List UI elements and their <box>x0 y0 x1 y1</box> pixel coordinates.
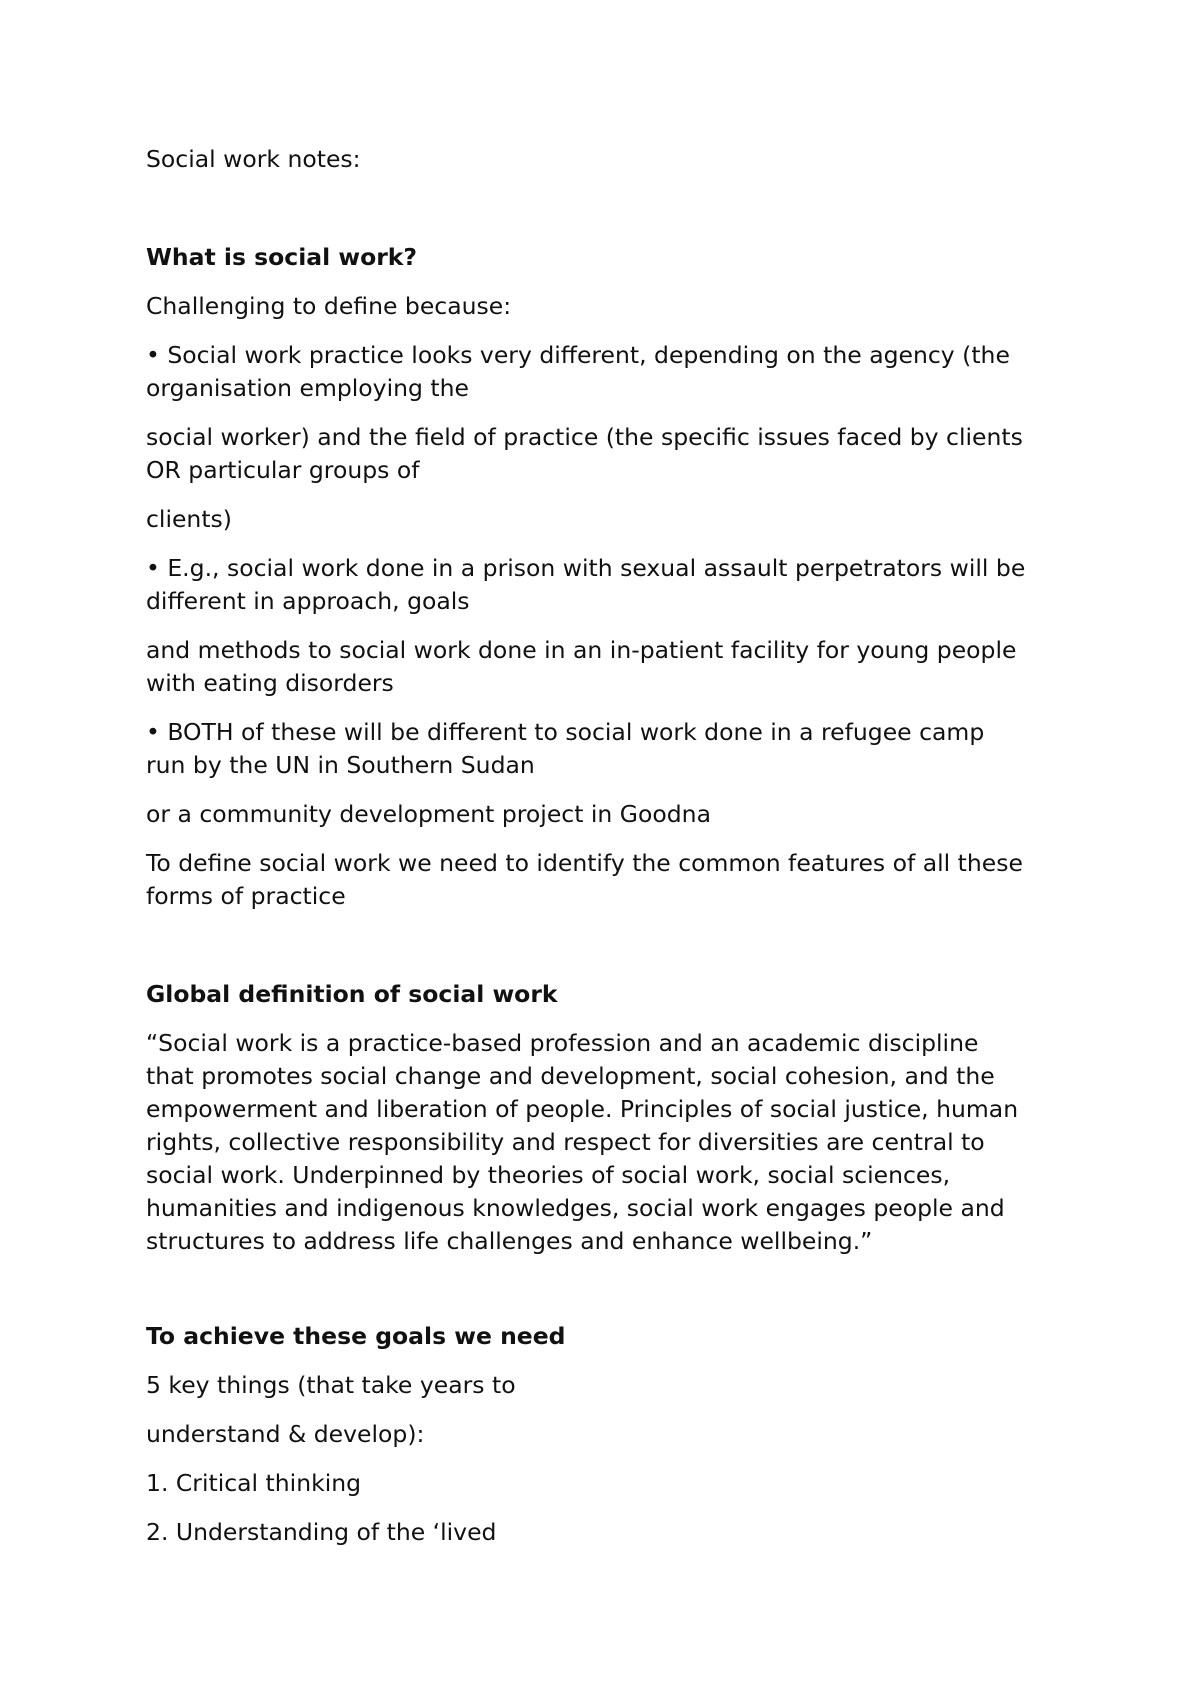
paragraph-line: understand & develop): <box>146 1420 425 1448</box>
paragraph-line: social worker) and the field of practice (the specific issues faced by clients <box>146 423 1023 451</box>
list-item: 2. Understanding of the ‘lived <box>146 1518 497 1546</box>
paragraph-line: different in approach, goals <box>146 587 470 615</box>
paragraph-line: clients) <box>146 505 232 533</box>
paragraph-line: organisation employing the <box>146 374 469 402</box>
list-item: 1. Critical thinking <box>146 1469 362 1497</box>
paragraph-line: forms of practice <box>146 882 346 910</box>
quote-line: empowerment and liberation of people. Principles of social justice, human <box>146 1095 1019 1123</box>
bullet-line: • E.g., social work done in a prison with sexual assault perpetrators will be <box>146 554 1026 582</box>
paragraph-line: or a community development project in Goodna <box>146 800 711 828</box>
paragraph-line: with eating disorders <box>146 669 394 697</box>
paragraph-line: OR particular groups of <box>146 456 420 484</box>
paragraph-line: Challenging to define because: <box>146 292 512 320</box>
bullet-line: • BOTH of these will be different to social work done in a refugee camp <box>146 718 985 746</box>
quote-line: rights, collective responsibility and respect for diversities are central to <box>146 1128 985 1156</box>
paragraph-line: 5 key things (that take years to <box>146 1371 516 1399</box>
quote-line: that promotes social change and development, social cohesion, and the <box>146 1062 995 1090</box>
bullet-line: • Social work practice looks very different, depending on the agency (the <box>146 341 1010 369</box>
paragraph-line: and methods to social work done in an in-patient facility for young people <box>146 636 1017 664</box>
section-heading-what-is-social-work: What is social work? <box>146 243 418 271</box>
paragraph-line: run by the UN in Southern Sudan <box>146 751 535 779</box>
paragraph-line: To define social work we need to identify the common features of all these <box>146 849 1023 877</box>
section-heading-achieve-goals: To achieve these goals we need <box>146 1322 566 1350</box>
section-heading-global-definition: Global definition of social work <box>146 980 558 1008</box>
quote-line: humanities and indigenous knowledges, social work engages people and <box>146 1194 1005 1222</box>
quote-line: structures to address life challenges and enhance wellbeing.” <box>146 1227 873 1255</box>
quote-line: social work. Underpinned by theories of social work, social sciences, <box>146 1161 951 1189</box>
quote-line: “Social work is a practice-based profession and an academic discipline <box>146 1029 979 1057</box>
document-title: Social work notes: <box>146 145 361 173</box>
